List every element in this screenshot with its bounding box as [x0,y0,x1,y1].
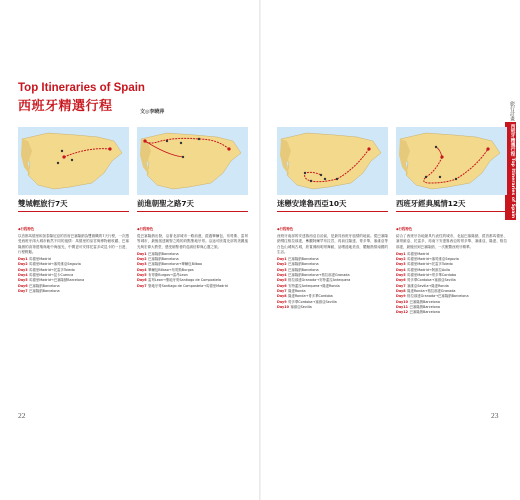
day-label: Day1 [277,257,287,262]
itinerary-title: 迷戀安達魯西亞10天 [277,198,388,212]
day-label: Day2 [137,257,147,262]
itinerary-2 [137,198,248,289]
day-label: Day5 [137,273,147,278]
day-label: Day10 [277,304,289,309]
day-route: 巴塞隆納Barcelona [148,251,179,256]
day-label: Day8 [396,288,406,293]
day-route: 安特蓋拉Antequera→隆達Ronda [288,283,340,288]
itinerary-4 [396,198,507,315]
feature-badge: ◆行程特色 [18,227,35,231]
day-label: Day4 [137,267,147,272]
itinerary-title: 西班牙經典風情12天 [396,198,507,212]
day-entry [18,289,129,294]
itinerary-intro: 從巴塞隆納出發，沿著北部城市一路前進，經過畢爾包、布哥斯、雷昂等城市，最後抵達朝聖之路的終點聖地牙哥。沿途可欣賞北部的美麗風光與宏偉大教堂，感受朝聖者的虔誠信仰與心靈之旅。 [137,234,248,249]
itinerary-intro: 以首都馬德里和加泰隆尼亞的首府巴塞隆納為雙旗幟的7天行程，一次感受西班牙兩大城市截然不同的風情：馬德里的皇宮與博物館收藏、巴塞隆納的高第建築與地中海風光，中間更可安排托雷多或昆卡的一日遊，行程輕鬆。 [18,234,129,254]
chapter-tab-section: 旅行計畫 [509,101,515,121]
title-chinese: 西班牙精選行程 [18,99,113,114]
day-list [277,257,388,310]
day-route: 聖地牙哥Santiago de Compostela→馬德里Madrid [148,283,228,288]
day-route: 畢爾包Bilbao→布哥斯Burgos [148,267,194,272]
day-route: 塞維亞Sevilla [290,304,312,309]
day-label: Day3 [137,262,147,267]
author-credit: 文◎李曉萍 [140,109,165,115]
day-route: 巴塞隆納Barcelona [29,288,60,293]
day-label: Day6 [137,278,147,283]
day-route: 巴塞隆納Barcelona [409,310,440,315]
page-gutter [259,0,261,500]
day-route: 布哥斯Burgos→雷昂Leon [148,273,188,278]
day-label: Day3 [18,267,28,272]
day-route: 馬德里Madrid→昆卡Cuenca [29,273,74,278]
day-label: Day1 [137,251,147,256]
day-entry [277,305,388,310]
day-list [396,252,507,316]
day-label: Day6 [277,283,287,288]
day-route: 巴塞隆納Barcelona→畢爾包Bilbao [148,262,203,267]
spain-map-3 [277,127,388,195]
day-label: Day1 [396,251,406,256]
day-route: 巴塞隆納Barcelona [148,257,179,262]
day-label: Day5 [18,278,28,283]
day-list [137,252,248,289]
day-label: Day3 [277,267,287,272]
feature-badge: ◆行程特色 [277,227,294,231]
day-label: Day2 [277,262,287,267]
day-route: 格拉那達Granada→安特蓋拉Antequera [288,278,351,283]
page-number-right: 23 [491,411,499,420]
day-route: 馬德里Madrid [29,257,51,262]
day-route: 哥多華Cordoba→塞維亞Sevilla [407,278,456,283]
route-map-4 [396,127,507,195]
day-route: 巴塞隆納Barcelona [409,299,440,304]
day-label: Day9 [396,294,406,299]
day-route: 格拉那達Granada→巴塞隆納Barcelona [407,294,469,299]
route-map-3 [277,127,388,195]
day-route: 隆達Ronda→格拉那達Granada [407,288,456,293]
itinerary-3 [277,198,388,310]
day-label: Day10 [396,299,408,304]
feature-badge: ◆行程特色 [396,227,413,231]
day-route: 雷昂Leon→聖地牙哥Santiago de Compostela [148,278,221,283]
page-header [18,82,145,114]
day-route: 馬德里Madrid→塞哥維亞Segovia [407,257,459,262]
day-label: Day2 [18,262,28,267]
day-label: Day6 [18,283,28,288]
itinerary-1 [18,198,129,294]
day-label: Day5 [277,278,287,283]
day-label: Day8 [277,294,287,299]
spain-map-4 [396,127,507,195]
day-label: Day4 [396,267,406,272]
itinerary-intro: 西班牙南部的安達魯西亞自治區，是最具西班牙風情的地區。從巴塞隆納飛往格拉那達，參觀阿爾罕布拉宮，再前往隆達、哥多華、塞維亞等白色山城與古城，欣賞佛朗明哥舞蹈，品嚐道地美食，體驗熱情南國的生活。 [277,234,388,254]
day-route: 巴塞隆納Barcelona→格拉那達Granada [288,273,350,278]
day-route: 隆達Ronda→哥多華Cordoba [288,294,333,299]
title-english: Top Itineraries of Spain [18,82,145,94]
day-route: 馬德里Madrid→阿維拉Avila [407,267,450,272]
day-entry [396,310,507,315]
day-route: 馬德里Madrid→巴塞隆納Barcelona [29,278,85,283]
day-route: 隆達Ronda [288,288,306,293]
day-label: Day7 [137,283,147,288]
day-label: Day12 [396,310,408,315]
day-label: Day7 [18,288,28,293]
itinerary-title: 雙城輕旅行7天 [18,198,129,212]
itinerary-intro: 結合了西班牙各地最具代表性的城市，北起巴塞隆納，經首都馬德里、塞哥維亞、托雷多，再南下安達魯西亞的哥多華、塞維亞、隆達、格拉那達，最後回到巴塞隆納，一次飽覽西班牙精華。 [396,234,507,249]
route-map-1 [18,127,129,195]
spain-map-2 [137,127,248,195]
chapter-tab-text: 西班牙精選行程 Top Itineraries of Spain [510,124,515,219]
day-label: Day1 [18,257,28,262]
day-route: 馬德里Madrid→托雷多Toledo [407,262,453,267]
day-label: Day6 [396,278,406,283]
day-route: 巴塞隆納Barcelona [29,283,60,288]
day-label: Day11 [396,304,408,309]
day-list [18,257,129,294]
day-label: Day2 [396,257,406,262]
day-entry [137,284,248,289]
day-route: 巴塞隆納Barcelona [288,267,319,272]
day-label: Day4 [277,273,287,278]
spain-map-1 [18,127,129,195]
day-route: 巴塞隆納Barcelona [288,262,319,267]
feature-badge: ◆行程特色 [137,227,154,231]
itinerary-title: 前進朝聖之路7天 [137,198,248,212]
page-number-left: 22 [18,411,26,420]
day-label: Day3 [396,262,406,267]
day-label: Day7 [396,283,406,288]
day-label: Day9 [277,299,287,304]
day-route: 哥多華Cordoba→塞維亞Sevilla [288,299,337,304]
day-route: 巴塞隆納Barcelona [288,257,319,262]
day-route: 馬德里Madrid→塞哥維亞Segovia [29,262,81,267]
day-route: 馬德里Madrid→托雷多Toledo [29,267,75,272]
day-route: 馬德里Madrid [407,251,429,256]
day-label: Day7 [277,288,287,293]
route-map-2 [137,127,248,195]
day-route: 馬德里Madrid→哥多華Cordoba [407,273,457,278]
day-label: Day5 [396,273,406,278]
day-route: 塞維亞Sevilla→隆達Ronda [407,283,449,288]
day-label: Day4 [18,273,28,278]
day-route: 巴塞隆納Barcelona [409,304,440,309]
